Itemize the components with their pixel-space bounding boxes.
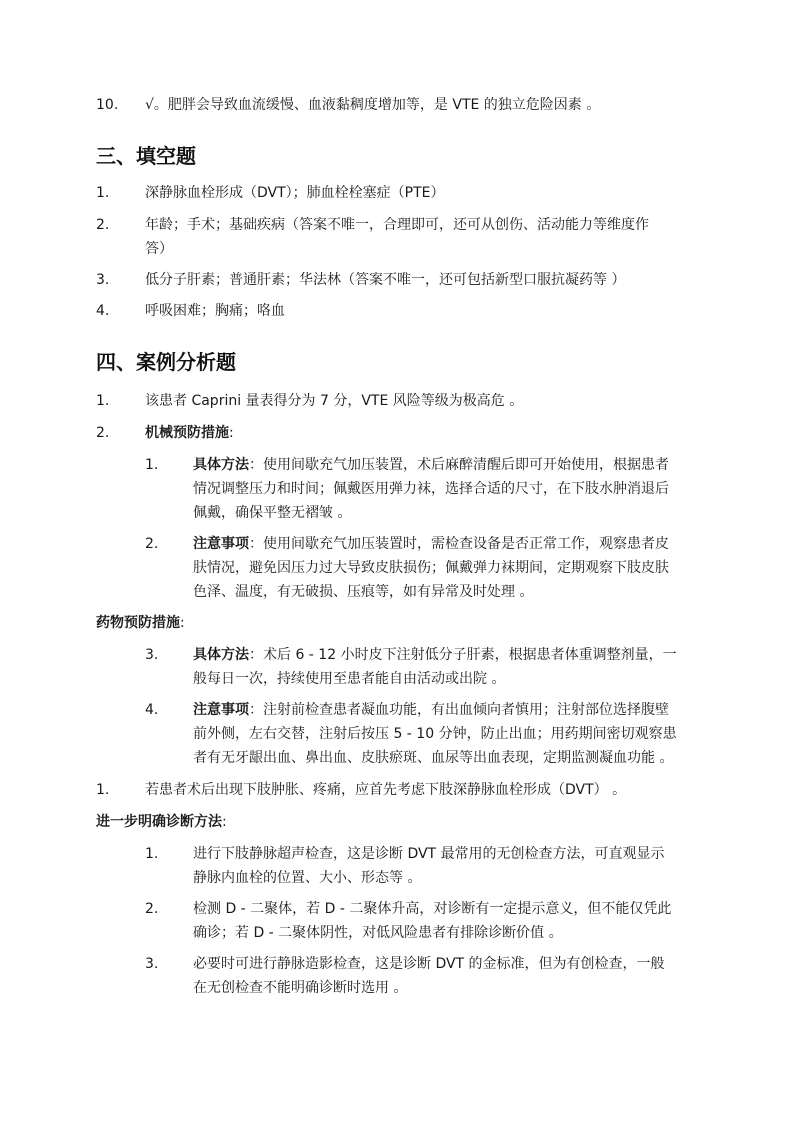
item-number: 3. <box>145 956 159 972</box>
item-text <box>145 213 704 261</box>
item-text-line: 必要时可进行静脉造影检查，这是诊断 DVT 的金标准，但为有创检查，一般 <box>193 956 665 972</box>
item-text: 呼吸困难；胸痛；咯血 <box>145 303 285 319</box>
item-text-line: 般每日一次，持续使用至患者能自由活动或出院 。 <box>193 671 506 687</box>
fill-item-3 <box>96 268 704 292</box>
item-text-line: 情况调整压力和时间；佩戴医用弹力袜，选择合适的尺寸，在下肢水肿消退后 <box>193 481 669 497</box>
item-number: 2. <box>145 536 159 552</box>
item-text-line: ：使用间歇充气加压装置，术后麻醉清醒后即可开始使用，根据患者 <box>249 457 669 473</box>
item-text-line: 前外侧，左右交替，注射后按压 5 - 10 分钟，防止出血；用药期间密切观察患 <box>193 726 677 742</box>
answer-item-10 <box>96 93 704 117</box>
item-number: 1. <box>145 846 159 862</box>
item-text <box>193 842 705 890</box>
item-text-line: 者有无牙龈出血、鼻出血、皮肤瘀斑、血尿等出血表现，定期监测凝血功能 。 <box>193 750 674 766</box>
item-text-line: 静脉内血栓的位置、大小、形态等 。 <box>193 870 422 886</box>
fill-item-4 <box>96 299 704 323</box>
item-number: 1. <box>145 457 159 473</box>
item-text: 该患者 Caprini 量表得分为 7 分，VTE 风险等级为极高危 。 <box>145 393 524 409</box>
drug-sub-item-4 <box>145 698 705 770</box>
item-number: 3. <box>96 272 110 288</box>
item-text-line: 在无创检查不能明确诊断时选用 。 <box>193 980 408 996</box>
item-number: 2. <box>145 901 159 917</box>
section-heading-fill-blank: 三、填空题 <box>96 144 196 168</box>
item-text-line: 确诊；若 D - 二聚体阴性，对低风险患者有排除诊断价值 。 <box>193 925 563 941</box>
mechanical-sub-item-1 <box>145 453 705 525</box>
item-text: √。肥胖会导致血流缓慢、血液黏稠度增加等，是 VTE 的独立危险因素 。 <box>145 97 601 113</box>
item-text: 深静脉血栓形成（DVT）；肺血栓栓塞症（PTE） <box>145 185 445 201</box>
item-text <box>145 421 704 445</box>
item-number: 1. <box>96 185 110 201</box>
item-text <box>193 453 705 525</box>
item-text-line: ：注射前检查患者凝血功能，有出血倾向者慎用；注射部位选择腹壁 <box>249 702 669 718</box>
item-text-line: ：术后 6 - 12 小时皮下注射低分子肝素，根据患者体重调整剂量，一 <box>249 647 677 663</box>
item-number: 2. <box>96 425 110 441</box>
fill-item-2 <box>96 213 704 261</box>
item-text-line: ：使用间歇充气加压装置时，需检查设备是否正常工作，观察患者皮 <box>249 536 669 552</box>
mechanical-prevention-label: 机械预防措施 <box>145 425 229 441</box>
item-number: 10. <box>96 97 119 113</box>
sub-item-label: 注意事项 <box>193 702 249 718</box>
item-text: 低分子肝素；普通肝素；华法林（答案不唯一，还可包括新型口服抗凝药等 ） <box>145 272 626 288</box>
drug-prevention-label: 药物预防措施 <box>96 615 180 631</box>
diagnosis-sub-item-3 <box>145 952 705 1000</box>
section-heading-case-analysis: 四、案例分析题 <box>96 350 236 374</box>
sub-item-label: 具体方法 <box>193 647 249 663</box>
item-text <box>193 698 705 770</box>
item-number: 1. <box>96 393 110 409</box>
item-text-line: 色泽、温度，有无破损、压痕等，如有异常及时处理 。 <box>193 584 534 600</box>
item-text-line: 进行下肢静脉超声检查，这是诊断 DVT 最常用的无创检查方法，可直观显示 <box>193 846 665 862</box>
sub-item-label: 注意事项 <box>193 536 249 552</box>
label-colon: : <box>229 425 234 441</box>
drug-sub-item-3 <box>145 643 705 691</box>
item-number: 4. <box>145 702 159 718</box>
item-number: 2. <box>96 217 110 233</box>
item-text <box>193 952 705 1000</box>
item-number: 1. <box>96 782 110 798</box>
item-text <box>193 897 705 945</box>
item-text <box>193 532 705 604</box>
label-colon: : <box>180 615 185 631</box>
item-number: 3. <box>145 647 159 663</box>
item-number: 4. <box>96 303 110 319</box>
item-text-line: 检测 D - 二聚体，若 D - 二聚体升高，对诊断有一定提示意义，但不能仅凭此 <box>193 901 672 917</box>
case-item-2 <box>96 421 704 445</box>
item-text: 若患者术后出现下肢肿胀、疼痛，应首先考虑下肢深静脉血栓形成（DVT） 。 <box>145 782 627 798</box>
mechanical-sub-item-2 <box>145 532 705 604</box>
diagnosis-label: 进一步明确诊断方法 <box>96 814 222 830</box>
item-text-line: 肤情况，避免因压力过大导致皮肤损伤；佩戴弹力袜期间，定期观察下肢皮肤 <box>193 560 669 576</box>
case-item-3 <box>96 778 704 802</box>
diagnosis-heading <box>96 810 227 834</box>
diagnosis-sub-item-1 <box>145 842 705 890</box>
fill-item-1 <box>96 181 704 205</box>
item-text-line: 答） <box>145 241 173 257</box>
case-item-1 <box>96 389 704 413</box>
item-text <box>193 643 705 691</box>
item-text-line: 佩戴，确保平整无褶皱 。 <box>193 505 352 521</box>
label-colon: : <box>222 814 227 830</box>
sub-item-label: 具体方法 <box>193 457 249 473</box>
item-text-line: 年龄；手术；基础疾病（答案不唯一，合理即可，还可从创伤、活动能力等维度作 <box>145 217 649 233</box>
diagnosis-sub-item-2 <box>145 897 705 945</box>
drug-prevention-heading <box>96 611 185 635</box>
